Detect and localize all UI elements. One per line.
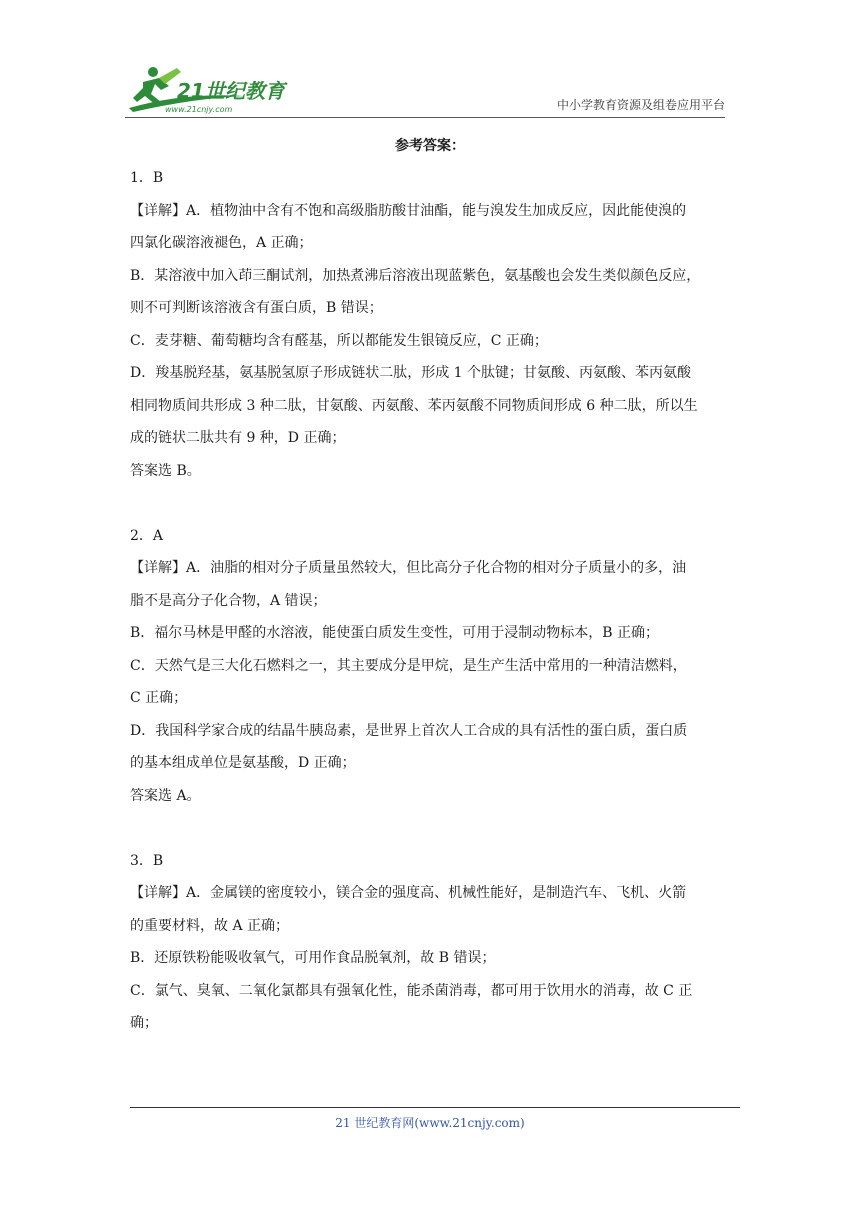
- explanation-line: 脂不是高分子化合物，A 错误；: [130, 592, 327, 609]
- explanation-line: B．某溶液中加入茚三酮试剂，加热煮沸后溶液出现蓝紫色，氨基酸也会发生类似颜色反应，: [130, 267, 701, 284]
- explanation-line: 的重要材料，故 A 正确；: [130, 917, 290, 934]
- answer-item-3: [130, 845, 730, 1040]
- explanation-line: 相同物质间共形成 3 种二肽，甘氨酸、丙氨酸、苯丙氨酸不同物质间形成 6 种二肽，所以生: [130, 397, 698, 414]
- footer-text: 21 世纪教育网(www.21cnjy.com): [335, 1116, 525, 1130]
- explanation-line: B．福尔马林是甲醛的水溶液，能使蛋白质发生变性，可用于浸制动物标本，B 正确；: [130, 625, 660, 641]
- explanation-line: 则不可判断该溶液含有蛋白质，B 错误；: [130, 300, 383, 316]
- explanation-line: C．麦芽糖、葡萄糖均含有醛基，所以都能发生银镜反应，C 正确；: [130, 332, 548, 349]
- explanation-line: 答案选 A。: [130, 787, 201, 804]
- explanation-line: 【详解】A．金属镁的密度较小，镁合金的强度高、机械性能好，是制造汽车、飞机、火箭: [130, 885, 687, 901]
- spacer: [130, 487, 730, 520]
- footer-divider: [130, 1107, 740, 1108]
- answer-item-1: [130, 162, 730, 487]
- header-divider: [125, 117, 725, 118]
- explanation-line: B．还原铁粉能吸收氧气，可用作食品脱氧剂，故 B 错误；: [130, 950, 496, 966]
- answer-number: 3．B: [130, 852, 164, 869]
- answer-number: 1．B: [130, 170, 164, 186]
- logo-text: 21世纪教育: [177, 79, 285, 103]
- page-title: 参考答案：: [395, 138, 465, 154]
- explanation-line: C 正确；: [130, 690, 188, 706]
- explanation-line: 成的链状二肽共有 9 种，D 正确；: [130, 430, 346, 446]
- explanation-line: 答案选 B。: [130, 462, 201, 479]
- explanation-line: 【详解】A．植物油中含有不饱和高级脂肪酸甘油酯，能与溴发生加成反应，因此能使溴的: [130, 202, 687, 219]
- answer-number: 2．A: [130, 527, 164, 544]
- explanation-line: 确；: [130, 1015, 158, 1031]
- logo-url: www.21cnjy.com: [165, 105, 233, 114]
- explanation-line: D．我国科学家合成的结晶牛胰岛素，是世界上首次人工合成的具有活性的蛋白质，蛋白质: [130, 722, 688, 739]
- explanation-line: 四氯化碳溶液褪色，A 正确；: [130, 235, 313, 251]
- explanation-line: 的基本组成单位是氨基酸，D 正确；: [130, 755, 356, 771]
- page-header: [125, 62, 725, 118]
- explanation-line: 【详解】A．油脂的相对分子质量虽然较大，但比高分子化合物的相对分子质量小的多，油: [130, 560, 687, 576]
- explanation-line: C．天然气是三大化石燃料之一，其主要成分是甲烷，是生产生活中常用的一种清洁燃料，: [130, 657, 687, 674]
- answer-content: [130, 130, 730, 1040]
- header-platform-text: 中小学教育资源及组卷应用平台: [556, 98, 725, 112]
- spacer: [130, 812, 730, 845]
- explanation-line: D．羧基脱羟基，氨基脱氢原子形成链状二肽，形成 1 个肽键；甘氨酸、丙氨酸、苯丙氨酸: [130, 365, 692, 381]
- explanation-line: C．氯气、臭氧、二氧化氯都具有强氧化性，能杀菌消毒，都可用于饮用水的消毒，故 C 正: [130, 982, 693, 999]
- answer-item-2: [130, 520, 730, 813]
- logo-21cnjy: [125, 62, 300, 114]
